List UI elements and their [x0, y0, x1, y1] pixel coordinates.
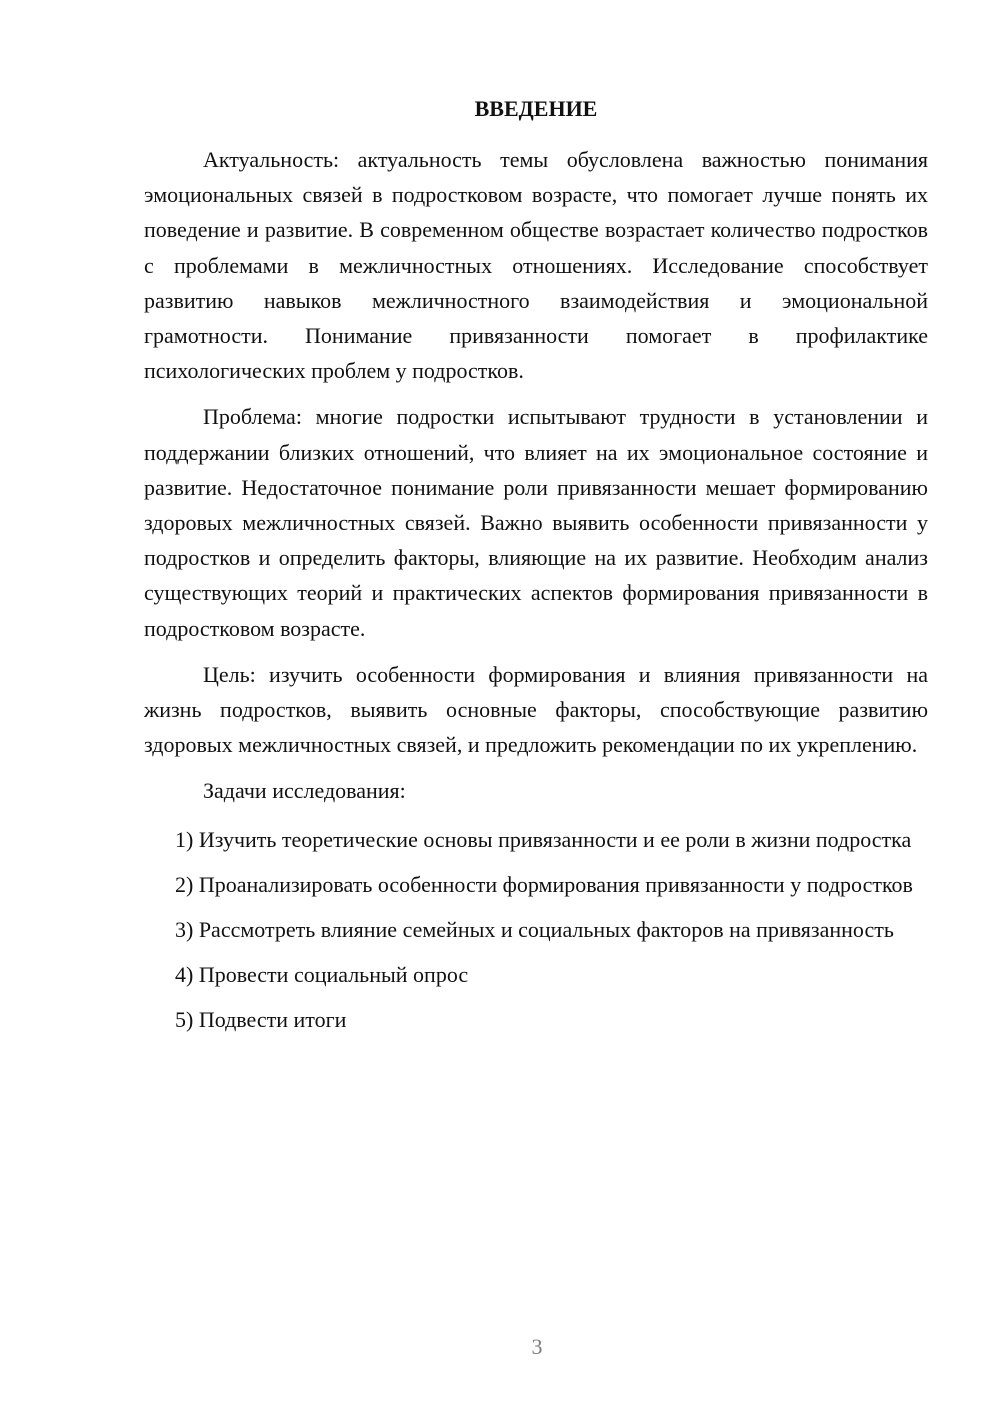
goal-paragraph: Цель: изучить особенности формирования и влияния привязанности на жизнь подростков, выявить основные факторы, способствующие развитию здоровых межличностных связей, и предложить рекомендации по их укреплению.	[144, 661, 928, 758]
problem-paragraph: Проблема: многие подростки испытывают трудности в установлении и поддержании близких отношений, что влияет на их эмоциональное состояние и развитие. Недостаточное понимание роли привязанности мешает формированию здоровых межличностных связей. Важно выявить особенности привязанности у подростков и определить факторы, влияющие на их развитие. Необходим анализ существующих теорий и практических аспектов формирования привязанности в подростковом возрасте.	[144, 404, 928, 641]
task-item: 4) Провести социальный опрос	[175, 962, 469, 988]
task-item: 3) Рассмотреть влияние семейных и социальных факторов на привязанность	[175, 917, 894, 943]
tasks-list	[144, 822, 928, 1038]
tasks-heading: Задачи исследования:	[203, 778, 406, 804]
task-item: 2) Проанализировать особенности формирования привязанности у подростков	[175, 871, 913, 897]
page-number: 3	[531, 1334, 543, 1359]
page-content	[144, 92, 928, 1048]
task-item: 5) Подвести итоги	[175, 1007, 347, 1033]
section-title: ВВЕДЕНИЕ	[474, 96, 598, 121]
task-item: 1) Изучить теоретические основы привязанности и ее роли в жизни подростка	[175, 826, 912, 852]
relevance-paragraph: Актуальность: актуальность темы обусловлена важностью понимания эмоциональных связей в подростковом возрасте, что помогает лучше понять их поведение и развитие. В современном обществе возрастает количество подростков с проблемами в межличностных отношениях. Исследование способствует развитию навыков межличностного взаимодействия и эмоциональной грамотности. Понимание привязанности помогает в профилактике психологических проблем у подростков.	[144, 147, 928, 384]
